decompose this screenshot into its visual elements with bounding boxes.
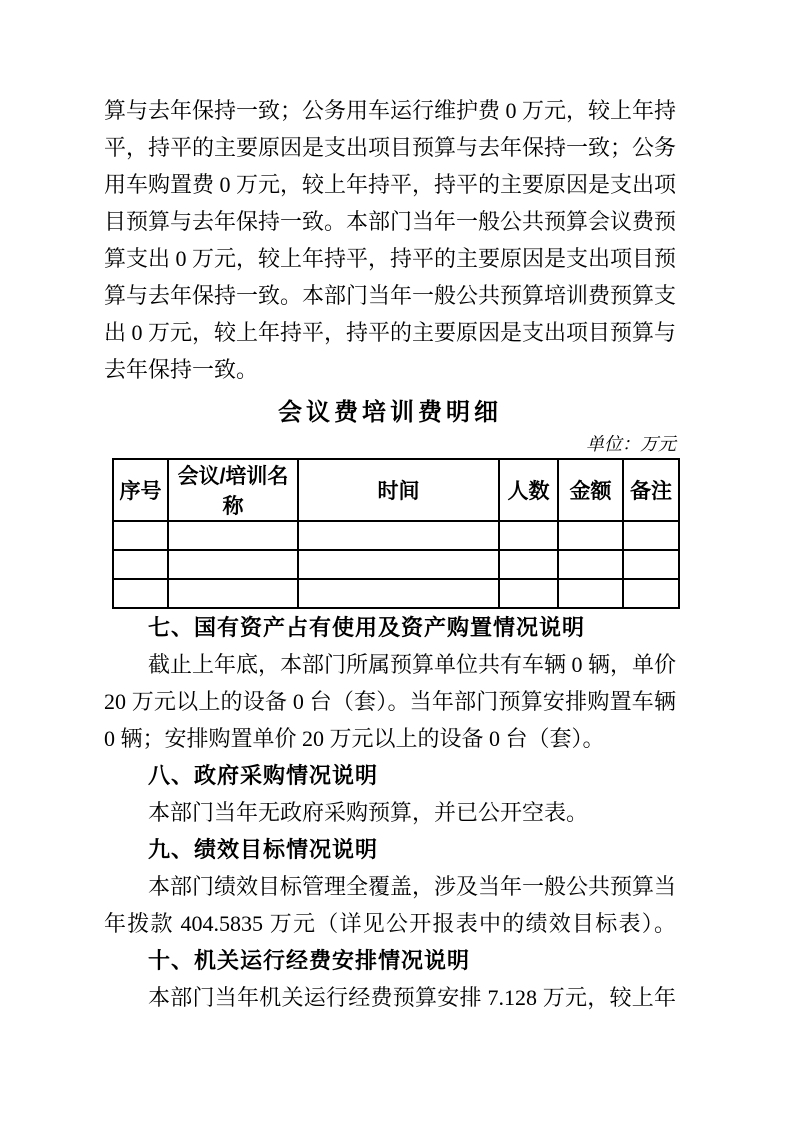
- text-line: 目预算与去年保持一致。本部门当年一般公共预算会议费预: [104, 209, 677, 234]
- section-paragraph: [104, 794, 676, 831]
- text-line: 年拨款 404.5835 万元（详见公开报表中的绩效目标表）。: [104, 911, 676, 936]
- section-paragraph: [104, 868, 676, 942]
- table-header-cell: 序号: [113, 459, 168, 521]
- section-paragraph: [104, 979, 676, 1016]
- text-line: 本部门当年无政府采购预算，并已公开空表。: [148, 800, 589, 825]
- table-cell: [298, 579, 499, 608]
- text-line: 截止上年底，本部门所属预算单位共有车辆 0 辆，单价: [148, 652, 677, 677]
- table-cell: [113, 550, 168, 579]
- intro-paragraph: [104, 92, 676, 388]
- section-paragraph: [104, 646, 676, 757]
- table-cell: [558, 550, 623, 579]
- table-cell: [623, 579, 679, 608]
- table-row: [113, 550, 679, 579]
- text-line: 算与去年保持一致；公务用车运行维护费 0 万元，较上年持: [104, 98, 677, 123]
- text-line: 20 万元以上的设备 0 台（套）。当年部门预算安排购置车辆: [104, 689, 676, 714]
- text-line: 去年保持一致。: [104, 357, 259, 382]
- text-line: 本部门当年机关运行经费预算安排 7.128 万元，较上年: [148, 985, 676, 1010]
- table-cell: [499, 521, 558, 550]
- table-header-cell: 备注: [623, 459, 679, 521]
- table-cell: [298, 521, 499, 550]
- table-cell: [168, 521, 298, 550]
- table-cell: [623, 521, 679, 550]
- meeting-training-table: [112, 458, 680, 609]
- table-cell: [499, 550, 558, 579]
- table-cell: [298, 550, 499, 579]
- table-header-row: [113, 459, 679, 521]
- section-heading: 八、政府采购情况说明: [148, 763, 379, 788]
- table-cell: [113, 521, 168, 550]
- meeting-training-table-title: 会议费培训费明细: [278, 399, 502, 426]
- table-cell: [168, 550, 298, 579]
- text-line: 出 0 万元，较上年持平，持平的主要原因是支出项目预算与: [104, 320, 677, 345]
- table-cell: [558, 521, 623, 550]
- text-line: 算与去年保持一致。本部门当年一般公共预算培训费预算支: [104, 283, 677, 308]
- unit-note: 单位：万元: [586, 434, 676, 454]
- table-cell: [168, 579, 298, 608]
- section-performance-targets: [104, 831, 676, 942]
- section-heading: 七、国有资产占有使用及资产购置情况说明: [148, 615, 586, 640]
- section-government-procurement: [104, 757, 676, 831]
- table-header-cell: 金额: [558, 459, 623, 521]
- text-line: 0 辆；安排购置单价 20 万元以上的设备 0 台（套）。: [104, 726, 605, 751]
- section-state-assets: [104, 609, 676, 757]
- table-cell: [499, 579, 558, 608]
- table-row: [113, 579, 679, 608]
- table-header-cell: 会议/培训名称: [168, 459, 298, 521]
- text-line: 算支出 0 万元，较上年持平，持平的主要原因是支出项目预: [104, 246, 677, 271]
- text-line: 用车购置费 0 万元，较上年持平，持平的主要原因是支出项: [104, 172, 677, 197]
- section-heading: 十、机关运行经费安排情况说明: [148, 948, 471, 973]
- section-operating-expenses: [104, 942, 676, 1016]
- table-header-cell: 时间: [298, 459, 499, 521]
- table-cell: [558, 579, 623, 608]
- text-line: 本部门绩效目标管理全覆盖，涉及当年一般公共预算当: [148, 874, 677, 899]
- table-cell: [623, 550, 679, 579]
- section-heading: 九、绩效目标情况说明: [148, 837, 379, 862]
- table-cell: [113, 579, 168, 608]
- text-line: 平，持平的主要原因是支出项目预算与去年保持一致；公务: [104, 135, 677, 160]
- page-content: [104, 0, 676, 1016]
- table-row: [113, 521, 679, 550]
- table-header-cell: 人数: [499, 459, 558, 521]
- meeting-table-body: [113, 521, 679, 608]
